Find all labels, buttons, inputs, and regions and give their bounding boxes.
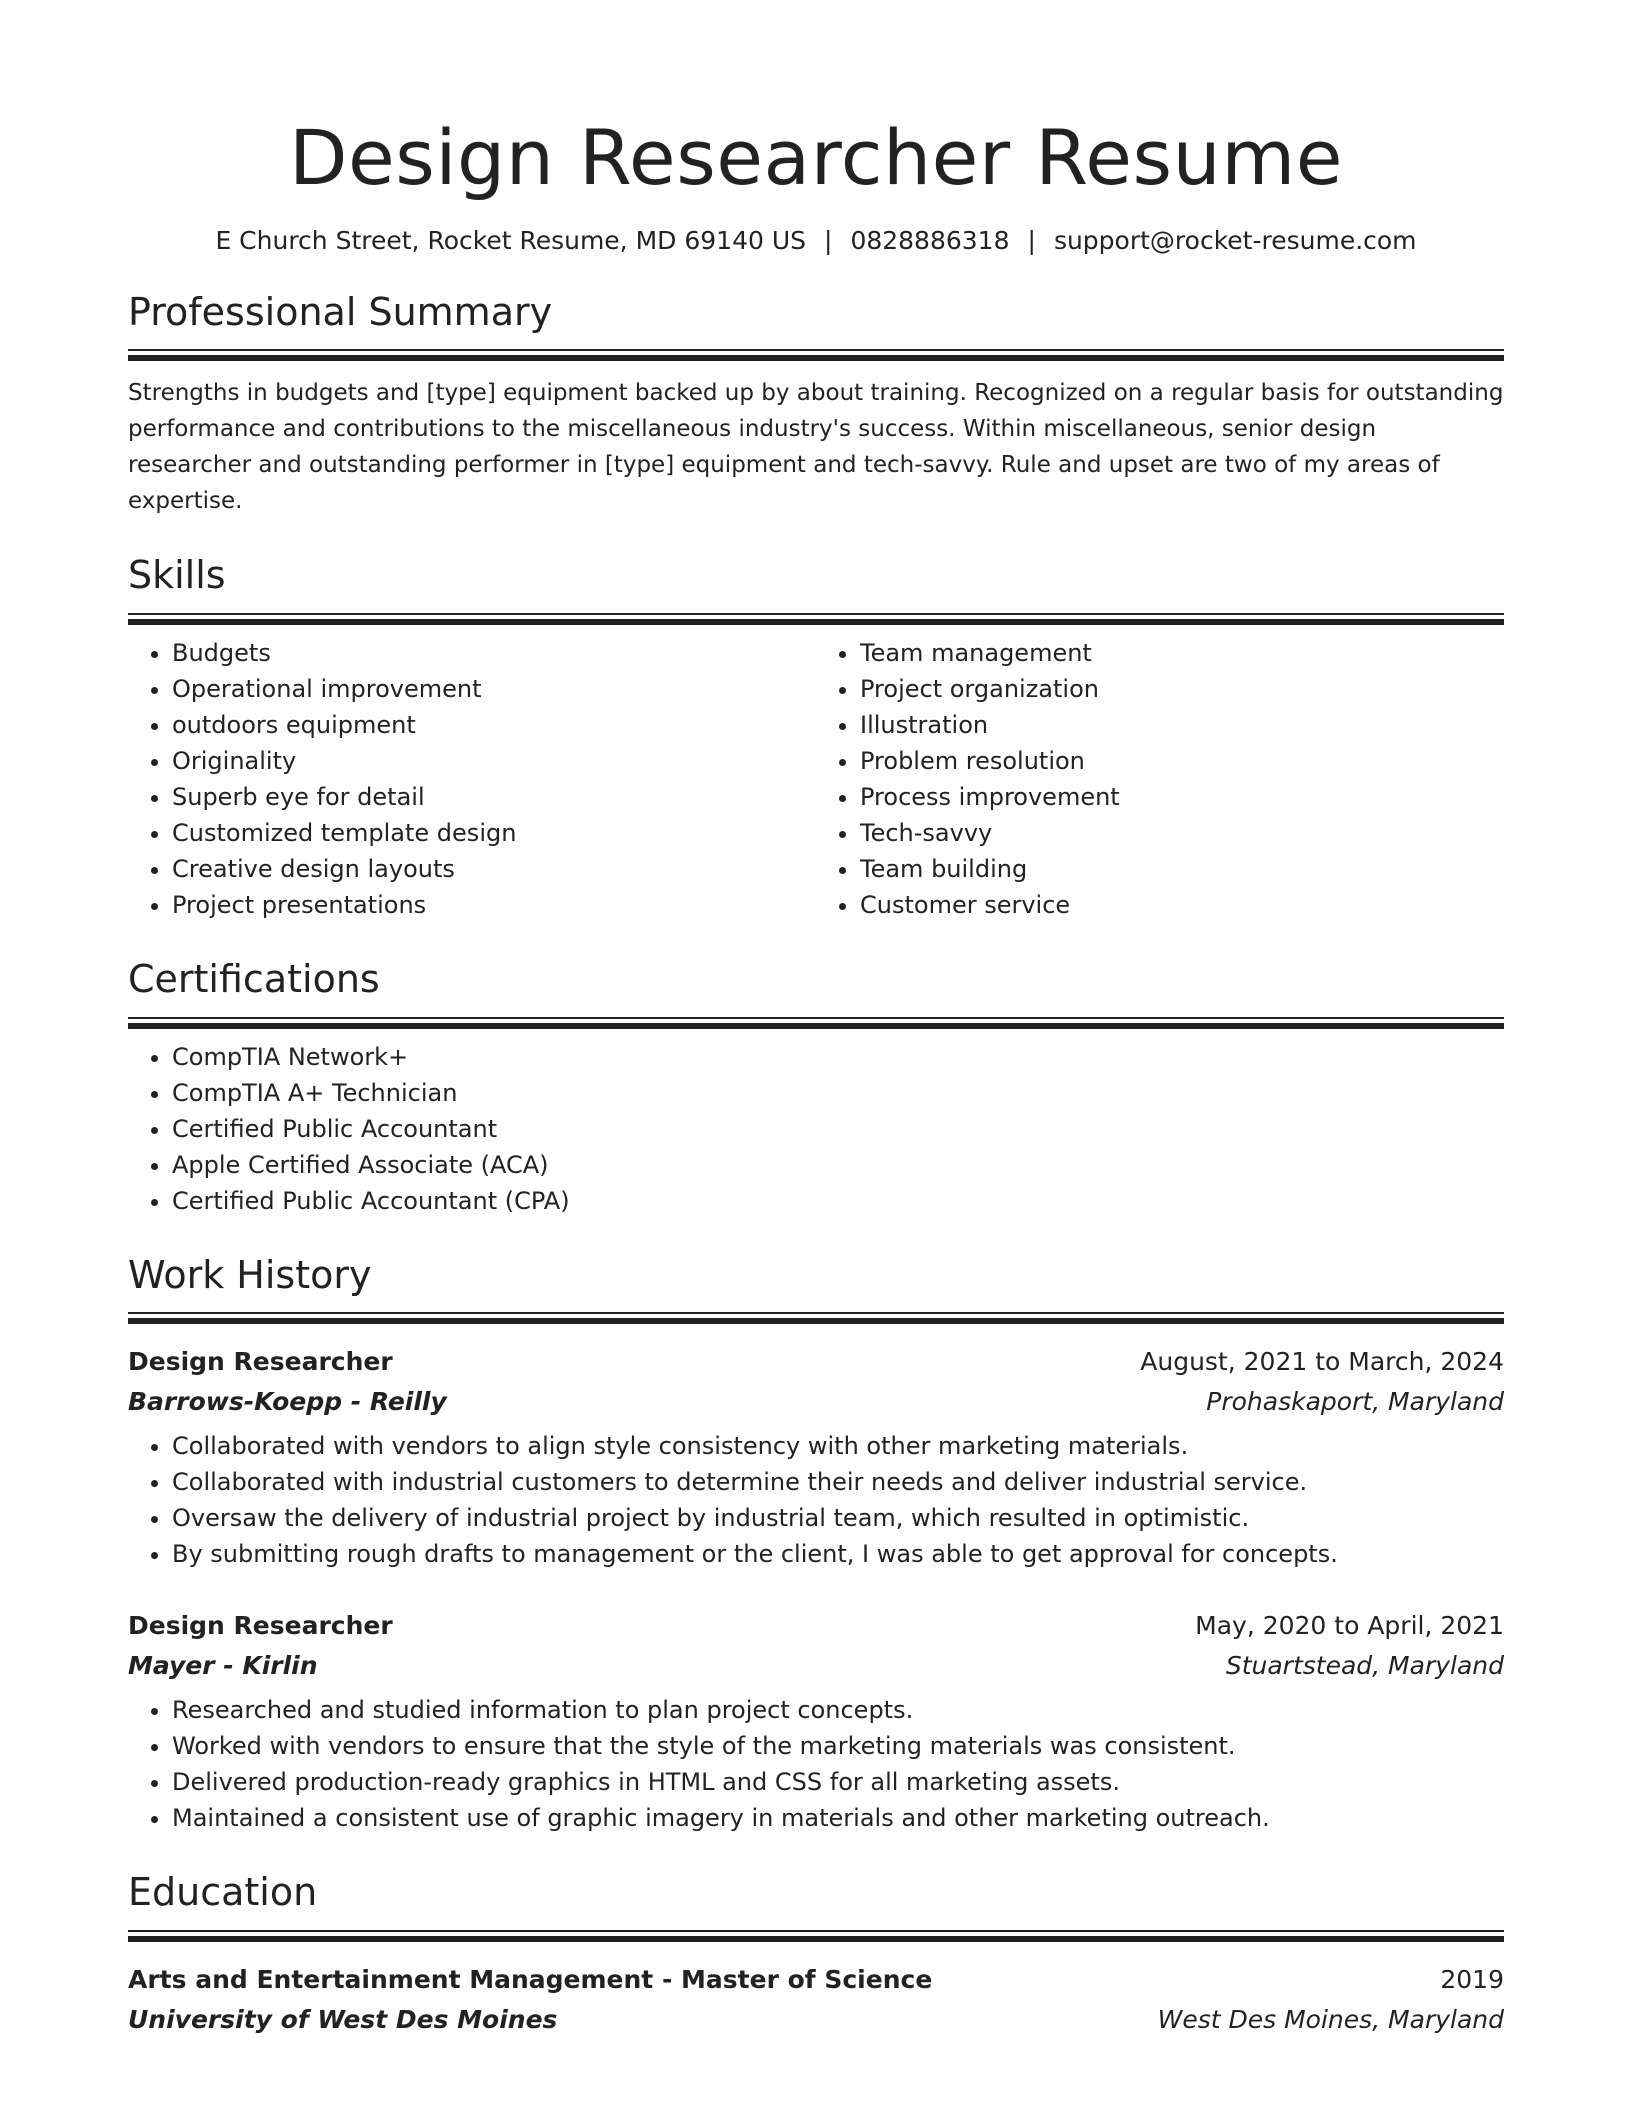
education-school-row [128, 2000, 1504, 2040]
skill-item: • Illustration [860, 707, 1504, 743]
section-heading-work-history: Work History [128, 1252, 372, 1297]
skill-item: • Team building [860, 851, 1504, 887]
job-entry [128, 1342, 1504, 1572]
skills-section [128, 553, 1504, 923]
section-divider [128, 349, 1504, 361]
education-entry [128, 1960, 1504, 2040]
education-year: 2019 [1440, 1964, 1504, 1994]
skill-item: • Process improvement [860, 779, 1504, 815]
contact-separator: | [1027, 225, 1036, 255]
job-dates: August, 2021 to March, 2024 [1140, 1347, 1504, 1377]
section-heading-education: Education [128, 1870, 318, 1915]
skill-item: • outdoors equipment [172, 707, 816, 743]
skills-list-right [816, 635, 1504, 923]
job-location: Prohaskaport, Maryland [1206, 1387, 1504, 1417]
skill-item: • Superb eye for detail [172, 779, 816, 815]
skill-item: • Team management [860, 635, 1504, 671]
job-title: Design Researcher [128, 1347, 393, 1377]
job-duty-item: • Oversaw the delivery of industrial project by industrial team, which resulted in optimistic. [172, 1500, 1504, 1536]
education-location: West Des Moines, Maryland [1157, 2004, 1504, 2034]
job-location: Stuartstead, Maryland [1225, 1651, 1504, 1681]
job-title-row [128, 1342, 1504, 1382]
contact-line [128, 226, 1504, 256]
job-duties [128, 1692, 1504, 1836]
section-heading-skills: Skills [128, 553, 226, 598]
certification-item: • Certified Public Accountant (CPA) [172, 1183, 1504, 1219]
skill-item: • Customized template design [172, 815, 816, 851]
job-duty-item: • Delivered production-ready graphics in HTML and CSS for all marketing assets. [172, 1764, 1504, 1800]
work-history-section [128, 1253, 1504, 1837]
contact-separator: | [824, 225, 833, 255]
job-company: Mayer - Kirlin [128, 1651, 318, 1681]
skills-list-left [128, 635, 816, 923]
skill-item: • Tech-savvy [860, 815, 1504, 851]
certification-item: • Certified Public Accountant [172, 1111, 1504, 1147]
job-duties [128, 1428, 1504, 1572]
contact-address: E Church Street, Rocket Resume, MD 69140 US [215, 225, 806, 255]
skills-grid [128, 625, 1504, 923]
job-duty-item: • Worked with vendors to ensure that the style of the marketing materials was consistent. [172, 1728, 1504, 1764]
skill-item: • Operational improvement [172, 671, 816, 707]
summary-section [128, 290, 1504, 520]
job-duty-item: • Researched and studied information to plan project concepts. [172, 1692, 1504, 1728]
section-divider [128, 1312, 1504, 1324]
job-duty-item: • Collaborated with vendors to align style consistency with other marketing materials. [172, 1428, 1504, 1464]
job-entry [128, 1606, 1504, 1836]
job-company: Barrows-Koepp - Reilly [128, 1387, 447, 1417]
section-heading-certifications: Certifications [128, 956, 380, 1001]
skill-item: • Budgets [172, 635, 816, 671]
section-heading-summary: Professional Summary [128, 289, 553, 334]
certification-item: • CompTIA Network+ [172, 1039, 1504, 1075]
section-divider [128, 613, 1504, 625]
skill-item: • Project organization [860, 671, 1504, 707]
education-section [128, 1870, 1504, 2040]
skill-item: • Originality [172, 743, 816, 779]
section-divider [128, 1017, 1504, 1029]
job-dates: May, 2020 to April, 2021 [1195, 1611, 1504, 1641]
resume-page [128, 0, 1504, 2040]
contact-email: support@rocket-resume.com [1053, 225, 1417, 255]
job-duty-item: • By submitting rough drafts to management or the client, I was able to get approval for concepts. [172, 1536, 1504, 1572]
certifications-list [128, 1039, 1504, 1219]
contact-phone: 0828886318 [850, 225, 1010, 255]
job-company-row [128, 1382, 1504, 1422]
education-degree: Arts and Entertainment Management - Master of Science [128, 1964, 933, 1994]
education-degree-row [128, 1960, 1504, 2000]
job-duty-item: • Maintained a consistent use of graphic imagery in materials and other marketing outreach. [172, 1800, 1504, 1836]
skill-item: • Customer service [860, 887, 1504, 923]
job-title: Design Researcher [128, 1611, 393, 1641]
certification-item: • CompTIA A+ Technician [172, 1075, 1504, 1111]
section-divider [128, 1930, 1504, 1942]
summary-text: Strengths in budgets and [type] equipment backed up by about training. Recognized on a regular basis for outstanding performance and contributions to the miscellaneous industry's success. Within miscellaneous, senior design researcher and outstanding performer in [type] equipment and tech-savvy. Rule and upset are two of my areas of expertise. [128, 380, 1504, 515]
skill-item: • Problem resolution [860, 743, 1504, 779]
job-company-row [128, 1646, 1504, 1686]
education-school: University of West Des Moines [128, 2004, 558, 2034]
job-duty-item: • Collaborated with industrial customers to determine their needs and deliver industrial service. [172, 1464, 1504, 1500]
job-title-row [128, 1606, 1504, 1646]
skill-item: • Project presentations [172, 887, 816, 923]
skill-item: • Creative design layouts [172, 851, 816, 887]
certifications-section [128, 957, 1504, 1219]
certification-item: • Apple Certified Associate (ACA) [172, 1147, 1504, 1183]
resume-title: Design Researcher Resume [288, 113, 1344, 202]
